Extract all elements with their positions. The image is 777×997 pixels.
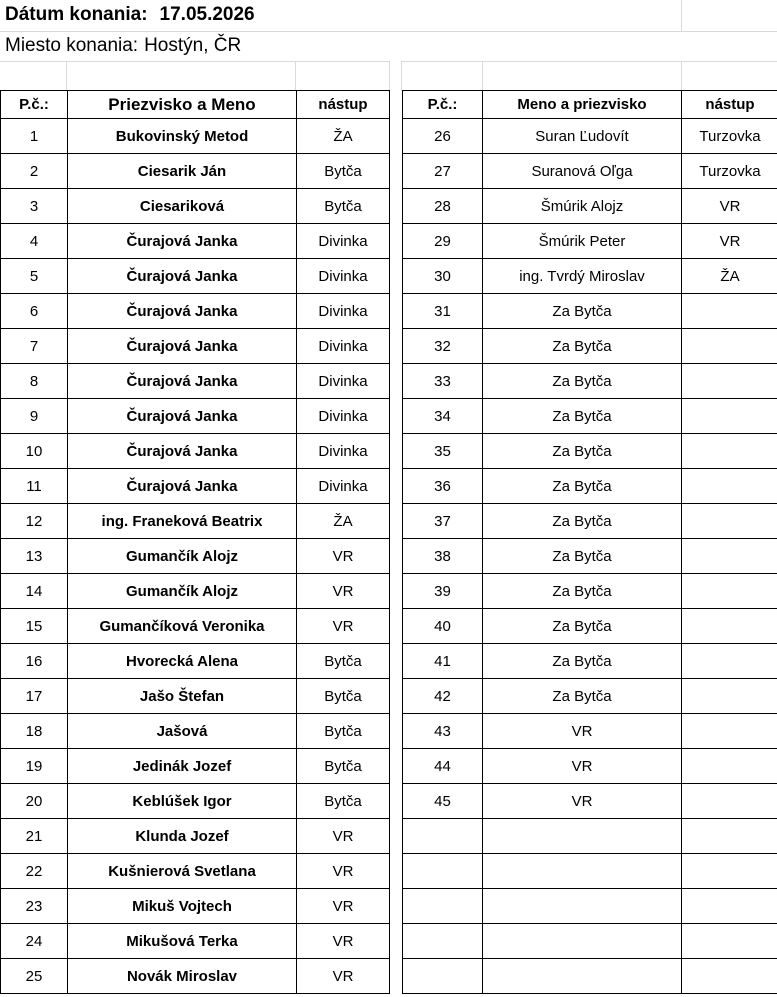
cell-name[interactable]: Za Bytča [483, 329, 682, 364]
cell-stop[interactable]: Divinka [297, 294, 390, 329]
cell-number[interactable]: 17 [1, 679, 68, 714]
cell-name[interactable] [483, 959, 682, 994]
cell-name[interactable]: Gumančíková Veronika [68, 609, 297, 644]
cell-name[interactable]: Šmúrik Peter [483, 224, 682, 259]
table-row [1, 574, 390, 609]
cell-number[interactable]: 12 [1, 504, 68, 539]
cell-stop[interactable]: Turzovka [682, 154, 777, 189]
cell-number[interactable]: 42 [403, 679, 483, 714]
cell-stop[interactable]: Bytča [297, 784, 390, 819]
gridline [295, 61, 296, 90]
cell-name[interactable] [483, 819, 682, 854]
cell-name[interactable]: Klunda Jozef [68, 819, 297, 854]
cell-name[interactable]: Za Bytča [483, 574, 682, 609]
cell-stop[interactable]: Divinka [297, 259, 390, 294]
cell-stop[interactable] [682, 504, 777, 539]
cell-name[interactable]: Za Bytča [483, 644, 682, 679]
cell-name[interactable]: Čurajová Janka [68, 259, 297, 294]
date-value: 17.05.2026 [159, 4, 255, 25]
cell-stop[interactable]: VR [297, 609, 390, 644]
cell-number[interactable] [403, 819, 483, 854]
gridline [66, 61, 67, 90]
table-row [1, 294, 390, 329]
cell-name[interactable]: Čurajová Janka [68, 469, 297, 504]
cell-number[interactable]: 10 [1, 434, 68, 469]
cell-stop[interactable]: VR [297, 889, 390, 924]
cell-stop[interactable]: VR [682, 189, 777, 224]
cell-number[interactable]: 36 [403, 469, 483, 504]
cell-name[interactable] [483, 854, 682, 889]
table-row [403, 469, 777, 504]
cell-number[interactable]: 23 [1, 889, 68, 924]
table-row [1, 959, 390, 994]
cell-name[interactable]: Keblúšek Igor [68, 784, 297, 819]
table-row [1, 714, 390, 749]
cell-name[interactable]: VR [483, 784, 682, 819]
cell-number[interactable]: 18 [1, 714, 68, 749]
cell-name[interactable]: Za Bytča [483, 539, 682, 574]
cell-number[interactable]: 29 [403, 224, 483, 259]
cell-stop[interactable]: VR [297, 574, 390, 609]
cell-number[interactable]: 15 [1, 609, 68, 644]
table-row [1, 644, 390, 679]
cell-number[interactable]: 39 [403, 574, 483, 609]
cell-stop[interactable] [682, 294, 777, 329]
table-row [1, 749, 390, 784]
cell-stop[interactable]: VR [297, 924, 390, 959]
cell-stop[interactable]: ŽA [682, 259, 777, 294]
cell-name[interactable]: Mikušová Terka [68, 924, 297, 959]
cell-stop[interactable] [682, 714, 777, 749]
cell-name[interactable]: Čurajová Janka [68, 294, 297, 329]
cell-name[interactable]: Za Bytča [483, 504, 682, 539]
cell-stop[interactable] [682, 784, 777, 819]
table-row [1, 679, 390, 714]
cell-number[interactable]: 7 [1, 329, 68, 364]
cell-stop[interactable] [682, 469, 777, 504]
cell-stop[interactable]: ŽA [297, 504, 390, 539]
right-table-body [403, 91, 777, 994]
cell-name[interactable]: Za Bytča [483, 434, 682, 469]
cell-stop[interactable]: Divinka [297, 364, 390, 399]
table-row [1, 784, 390, 819]
cell-name[interactable]: Čurajová Janka [68, 434, 297, 469]
cell-name[interactable]: Gumančík Alojz [68, 574, 297, 609]
cell-number[interactable]: 19 [1, 749, 68, 784]
cell-name[interactable]: Za Bytča [483, 679, 682, 714]
table-row [403, 224, 777, 259]
right-attendee-table [402, 90, 777, 994]
cell-name[interactable]: Suranová Oľga [483, 154, 682, 189]
cell-stop[interactable] [682, 679, 777, 714]
cell-number[interactable]: 34 [403, 399, 483, 434]
cell-number[interactable]: 28 [403, 189, 483, 224]
table-row [403, 679, 777, 714]
cell-number[interactable]: 2 [1, 154, 68, 189]
cell-number[interactable]: 40 [403, 609, 483, 644]
cell-number[interactable]: 38 [403, 539, 483, 574]
cell-name[interactable]: Za Bytča [483, 399, 682, 434]
left-attendee-table [0, 90, 390, 994]
cell-number[interactable]: 32 [403, 329, 483, 364]
table-row [403, 714, 777, 749]
cell-name[interactable]: Za Bytča [483, 469, 682, 504]
cell-stop[interactable]: Bytča [297, 189, 390, 224]
cell-number[interactable]: 25 [1, 959, 68, 994]
cell-number[interactable]: 27 [403, 154, 483, 189]
cell-name[interactable]: Ciesarik Ján [68, 154, 297, 189]
table-row [403, 399, 777, 434]
cell-name[interactable]: ing. Franeková Beatrix [68, 504, 297, 539]
cell-number[interactable]: 1 [1, 119, 68, 154]
cell-name[interactable]: Čurajová Janka [68, 364, 297, 399]
cell-stop[interactable] [682, 749, 777, 784]
cell-name[interactable]: Čurajová Janka [68, 399, 297, 434]
cell-stop[interactable] [682, 889, 777, 924]
cell-number[interactable]: 31 [403, 294, 483, 329]
table-row [1, 399, 390, 434]
cell-number[interactable] [403, 959, 483, 994]
cell-name[interactable]: Za Bytča [483, 294, 682, 329]
table-row [403, 749, 777, 784]
cell-number[interactable]: 24 [1, 924, 68, 959]
cell-name[interactable]: Za Bytča [483, 609, 682, 644]
date-text [5, 4, 255, 26]
cell-stop[interactable] [682, 364, 777, 399]
cell-stop[interactable] [682, 924, 777, 959]
cell-stop[interactable] [682, 644, 777, 679]
table-row [403, 819, 777, 854]
left-table-body [1, 91, 390, 994]
cell-number[interactable]: 26 [403, 119, 483, 154]
table-row [403, 609, 777, 644]
cell-stop[interactable]: Divinka [297, 434, 390, 469]
cell-stop[interactable]: Divinka [297, 224, 390, 259]
cell-number[interactable]: 22 [1, 854, 68, 889]
cell-stop[interactable]: Bytča [297, 154, 390, 189]
column-header-stop[interactable]: nástup [297, 91, 390, 119]
date-label: Dátum konania: [5, 4, 148, 25]
table-row [403, 539, 777, 574]
cell-stop[interactable]: VR [297, 539, 390, 574]
table-row [1, 224, 390, 259]
cell-number[interactable]: 35 [403, 434, 483, 469]
cell-number[interactable]: 11 [1, 469, 68, 504]
header-row [1, 91, 390, 119]
cell-name[interactable]: VR [483, 714, 682, 749]
table-row [403, 294, 777, 329]
cell-stop[interactable] [682, 609, 777, 644]
gridline [401, 61, 402, 91]
cell-number[interactable]: 41 [403, 644, 483, 679]
cell-name[interactable]: Hvorecká Alena [68, 644, 297, 679]
table-row [403, 434, 777, 469]
cell-number[interactable]: 20 [1, 784, 68, 819]
table-row [403, 784, 777, 819]
cell-number[interactable] [403, 854, 483, 889]
cell-stop[interactable] [682, 539, 777, 574]
table-row [1, 189, 390, 224]
cell-name[interactable]: Bukovinský Metod [68, 119, 297, 154]
cell-stop[interactable] [682, 434, 777, 469]
cell-stop[interactable]: VR [297, 819, 390, 854]
place-text [5, 35, 241, 57]
cell-stop[interactable] [682, 329, 777, 364]
table-row [1, 364, 390, 399]
cell-number[interactable]: 33 [403, 364, 483, 399]
cell-number[interactable]: 44 [403, 749, 483, 784]
table-row [403, 959, 777, 994]
cell-number[interactable] [403, 924, 483, 959]
gridline [482, 61, 483, 90]
table-row [1, 539, 390, 574]
cell-number[interactable]: 45 [403, 784, 483, 819]
place-label: Miesto konania: [5, 35, 139, 56]
place-row[interactable] [0, 31, 777, 62]
column-header-stop[interactable]: nástup [682, 91, 777, 119]
table-row [1, 329, 390, 364]
cell-number[interactable]: 13 [1, 539, 68, 574]
table-row [1, 609, 390, 644]
cell-stop[interactable]: Bytča [297, 644, 390, 679]
table-row [403, 924, 777, 959]
header-row [403, 91, 777, 119]
table-row [403, 644, 777, 679]
cell-number[interactable]: 43 [403, 714, 483, 749]
cell-stop[interactable]: Divinka [297, 399, 390, 434]
table-row [1, 924, 390, 959]
cell-stop[interactable]: Bytča [297, 679, 390, 714]
cell-stop[interactable]: Bytča [297, 749, 390, 784]
table-row [1, 154, 390, 189]
place-value: Hostýn, ČR [144, 35, 242, 56]
cell-stop[interactable]: VR [297, 854, 390, 889]
cell-number[interactable]: 30 [403, 259, 483, 294]
cell-stop[interactable]: Bytča [297, 714, 390, 749]
cell-number[interactable]: 5 [1, 259, 68, 294]
cell-stop[interactable] [682, 399, 777, 434]
date-row[interactable] [0, 0, 777, 32]
cell-name[interactable]: VR [483, 749, 682, 784]
cell-number[interactable]: 16 [1, 644, 68, 679]
table-row [1, 854, 390, 889]
table-row [1, 469, 390, 504]
column-header-number[interactable]: P.č.: [403, 91, 483, 119]
table-row [403, 854, 777, 889]
cell-stop[interactable]: VR [297, 959, 390, 994]
cell-name[interactable] [483, 889, 682, 924]
table-row [1, 434, 390, 469]
cell-name[interactable]: Novák Miroslav [68, 959, 297, 994]
table-row [1, 119, 390, 154]
gridline [681, 0, 682, 31]
table-row [403, 329, 777, 364]
table-row [403, 259, 777, 294]
cell-number[interactable]: 9 [1, 399, 68, 434]
table-row [403, 189, 777, 224]
cell-name[interactable]: Jedinák Jozef [68, 749, 297, 784]
cell-number[interactable]: 14 [1, 574, 68, 609]
cell-stop[interactable] [682, 819, 777, 854]
cell-number[interactable]: 4 [1, 224, 68, 259]
cell-stop[interactable]: ŽA [297, 119, 390, 154]
cell-stop[interactable] [682, 574, 777, 609]
cell-name[interactable]: Za Bytča [483, 364, 682, 399]
gridline [389, 61, 390, 91]
cell-name[interactable]: Ciesariková [68, 189, 297, 224]
cell-stop[interactable] [682, 959, 777, 994]
table-row [403, 364, 777, 399]
cell-name[interactable]: Kušnierová Svetlana [68, 854, 297, 889]
cell-stop[interactable]: Divinka [297, 329, 390, 364]
table-row [403, 119, 777, 154]
table-row [1, 504, 390, 539]
cell-name[interactable]: Jašová [68, 714, 297, 749]
column-header-name[interactable]: Meno a priezvisko [483, 91, 682, 119]
table-row [1, 259, 390, 294]
cell-stop[interactable]: Divinka [297, 469, 390, 504]
column-header-number[interactable]: P.č.: [1, 91, 68, 119]
cell-name[interactable]: Čurajová Janka [68, 329, 297, 364]
cell-stop[interactable]: VR [682, 224, 777, 259]
cell-number[interactable]: 21 [1, 819, 68, 854]
cell-number[interactable] [403, 889, 483, 924]
column-header-name[interactable]: Priezvisko a Meno [68, 91, 297, 119]
table-row [403, 889, 777, 924]
cell-name[interactable]: Šmúrik Alojz [483, 189, 682, 224]
table-row [403, 504, 777, 539]
cell-name[interactable]: Mikuš Vojtech [68, 889, 297, 924]
cell-number[interactable]: 8 [1, 364, 68, 399]
cell-name[interactable]: Jašo Štefan [68, 679, 297, 714]
cell-stop[interactable]: Turzovka [682, 119, 777, 154]
table-row [403, 154, 777, 189]
cell-name[interactable]: Čurajová Janka [68, 224, 297, 259]
cell-name[interactable] [483, 924, 682, 959]
table-row [403, 574, 777, 609]
cell-number[interactable]: 3 [1, 189, 68, 224]
table-row [1, 819, 390, 854]
cell-name[interactable]: Gumančík Alojz [68, 539, 297, 574]
cell-name[interactable]: ing. Tvrdý Miroslav [483, 259, 682, 294]
cell-number[interactable]: 6 [1, 294, 68, 329]
cell-number[interactable]: 37 [403, 504, 483, 539]
gridline [681, 61, 682, 90]
table-row [1, 889, 390, 924]
cell-stop[interactable] [682, 854, 777, 889]
column-separator [389, 61, 402, 997]
cell-name[interactable]: Suran Ľudovít [483, 119, 682, 154]
